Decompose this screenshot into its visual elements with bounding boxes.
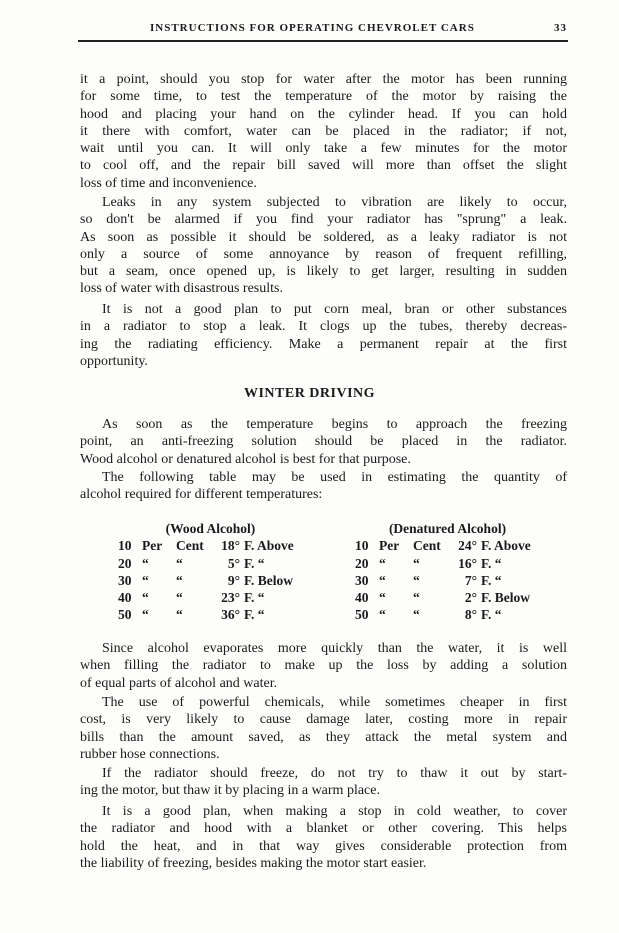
table-cell: 2°	[464, 590, 477, 606]
table-row	[118, 606, 303, 623]
text-line: wait until you can. It will only take a few minutes for the motor	[80, 141, 567, 157]
text-line: It is not a good plan to put corn meal, bran or other substances	[102, 302, 567, 317]
text-line: but a seam, once opened up, is likely to get larger, resulting in sudden	[80, 264, 567, 280]
table-cell: “	[142, 555, 149, 571]
table-row	[355, 537, 540, 554]
table-row	[118, 589, 303, 606]
table-row	[355, 572, 540, 589]
wood-alcohol-table	[118, 520, 303, 624]
text-line: point, an anti-freezing solution should be placed in the radiator.	[80, 434, 567, 450]
text-line: As soon as possible it should be soldered, as a leaky radiator is not	[80, 229, 567, 245]
table-cell: “	[176, 572, 183, 588]
paragraph	[80, 194, 567, 298]
table-cell: 10	[118, 538, 132, 554]
text-line: ing the motor, but thaw it by placing in a warm place.	[80, 783, 380, 799]
table-cell: “	[413, 607, 420, 623]
table-cell: 24°	[458, 538, 477, 554]
table-cell: “	[379, 590, 386, 606]
text-line: for some time, to test the temperature of the motor by raising the	[80, 89, 567, 105]
table-caption: (Denatured Alcohol)	[388, 521, 507, 536]
text-line: loss of time and inconvenience.	[80, 175, 257, 191]
paragraph	[80, 803, 567, 872]
text-line: in a radiator to stop a leak. It clogs up the tubes, thereby decreas-	[80, 319, 567, 335]
paragraph	[80, 469, 567, 504]
text-line: Since alcohol evaporates more quickly than the water, it is well	[102, 641, 567, 656]
table-cell: 10	[355, 538, 369, 554]
text-line: hold the heat, and in that way gives considerable protection from	[80, 838, 567, 854]
table-cell: “	[142, 590, 149, 606]
text-line: so don't be alarmed if you find your radiator has "sprung" a leak.	[80, 212, 567, 228]
paragraph	[80, 765, 567, 800]
text-line: bills than the amount saved, as they attack the metal system and	[80, 729, 567, 745]
table-cell: F. Below	[481, 590, 531, 606]
text-line: alcohol required for different temperatures:	[80, 487, 323, 503]
table-cell: F. “	[244, 590, 265, 606]
text-line: cost, is very likely to cause damage later, costing more in repair	[80, 712, 567, 728]
table-cell: “	[413, 590, 420, 606]
table-cell: 40	[118, 590, 132, 606]
text-line: the liability of freezing, besides making the motor start easier.	[80, 855, 427, 871]
table-cell: 50	[118, 607, 132, 623]
table-cell: “	[413, 572, 420, 588]
text-line: The use of powerful chemicals, while sometimes cheaper in first	[102, 695, 567, 710]
table-cell: 9°	[227, 572, 240, 588]
table-cell: “	[176, 555, 183, 571]
table-cell: 7°	[464, 572, 477, 588]
text-line: If the radiator should freeze, do not try to thaw it out by start-	[102, 766, 567, 781]
text-line: hood and placing your hand on the cylinder head. If you can hold	[80, 106, 567, 122]
text-line: opportunity.	[80, 353, 148, 369]
running-header	[80, 22, 567, 38]
text-line: Wood alcohol or denatured alcohol is best for that purpose.	[80, 451, 411, 467]
table-row	[355, 555, 540, 572]
table-cell: F. Above	[481, 538, 531, 554]
text-line: The following table may be used in estimating the quantity of	[102, 470, 567, 485]
table-cell: “	[413, 555, 420, 571]
text-line: when filling the radiator to make up the loss by adding a solution	[80, 658, 567, 674]
table-caption: (Wood Alcohol)	[165, 521, 256, 536]
table-row	[355, 606, 540, 623]
text-line: it there with comfort, water can be placed in the radiator; if not,	[80, 123, 567, 139]
table-cell: F. “	[481, 607, 502, 623]
table-cell: Cent	[413, 538, 441, 554]
text-line: the radiator and hood with a blanket or other covering. This helps	[80, 821, 567, 837]
text-line: only a source of some annoyance by reason of frequent refilling,	[80, 246, 567, 262]
text-line: It is a good plan, when making a stop in cold weather, to cover	[102, 804, 567, 819]
paragraph	[80, 71, 567, 192]
table-cell: 5°	[227, 555, 240, 571]
table-cell: F. “	[244, 607, 265, 623]
table-cell: F. “	[244, 555, 265, 571]
table-row	[355, 589, 540, 606]
table-cell: “	[379, 607, 386, 623]
section-heading: WINTER DRIVING	[243, 386, 376, 401]
table-cell: 23°	[221, 590, 240, 606]
text-line: of equal parts of alcohol and water.	[80, 675, 278, 691]
table-cell: Per	[379, 538, 400, 554]
table-cell: “	[379, 572, 386, 588]
text-line: to cool off, and the repair bill saved will more than offset the slight	[80, 158, 567, 174]
paragraph	[80, 694, 567, 763]
table-cell: “	[176, 607, 183, 623]
table-cell: 20	[118, 555, 132, 571]
table-row	[118, 537, 303, 554]
table-cell: 36°	[221, 607, 240, 623]
table-cell: “	[142, 572, 149, 588]
table-cell: 8°	[464, 607, 477, 623]
header-rule	[78, 40, 568, 42]
text-line: Leaks in any system subjected to vibration are likely to occur,	[102, 195, 567, 210]
table-row	[118, 572, 303, 589]
text-line: rubber hose connections.	[80, 746, 220, 762]
table-cell: F. “	[481, 555, 502, 571]
paragraph	[80, 301, 567, 370]
page-number: 33	[554, 22, 567, 34]
text-line: ing the radiating efficiency. Make a permanent repair at the first	[80, 336, 567, 352]
table-cell: “	[176, 590, 183, 606]
table-cell: F. Below	[244, 572, 294, 588]
text-line: As soon as the temperature begins to approach the freezing	[102, 417, 567, 432]
table-cell: 18°	[221, 538, 240, 554]
text-line: loss of water with disastrous results.	[80, 281, 283, 297]
table-cell: 30	[355, 572, 369, 588]
table-cell: 20	[355, 555, 369, 571]
table-cell: 16°	[458, 555, 477, 571]
table-cell: 30	[118, 572, 132, 588]
table-cell: F. Above	[244, 538, 294, 554]
paragraph	[80, 640, 567, 692]
table-row	[118, 555, 303, 572]
table-cell: 40	[355, 590, 369, 606]
table-cell: Per	[142, 538, 163, 554]
table-cell: “	[379, 555, 386, 571]
text-line: it a point, should you stop for water after the motor has been running	[80, 72, 567, 87]
table-cell: Cent	[176, 538, 204, 554]
table-cell: 50	[355, 607, 369, 623]
header-title: INSTRUCTIONS FOR OPERATING CHEVROLET CARS	[150, 22, 475, 34]
table-cell: F. “	[481, 572, 502, 588]
paragraph	[80, 416, 567, 468]
table-cell: “	[142, 607, 149, 623]
denatured-alcohol-table	[355, 520, 540, 624]
